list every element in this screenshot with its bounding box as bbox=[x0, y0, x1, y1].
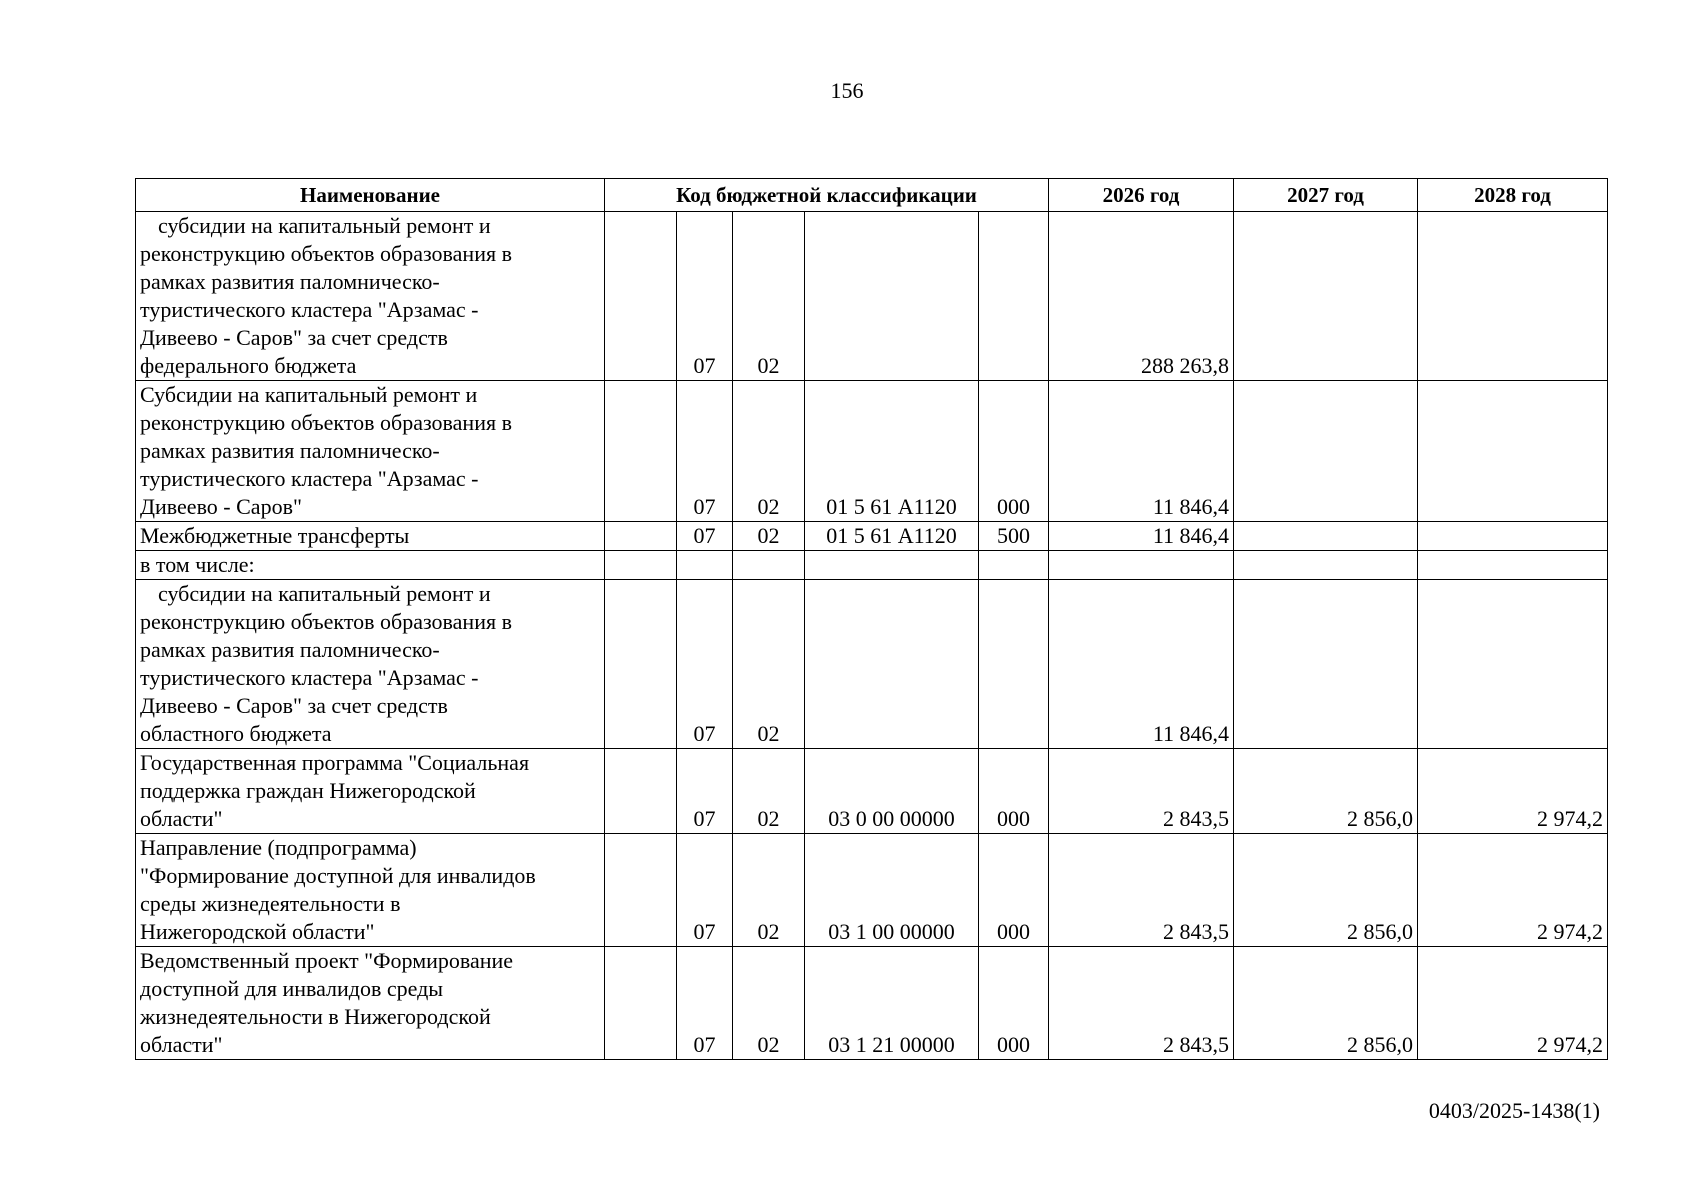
row-section: 07 bbox=[677, 522, 733, 551]
row-amount-2028 bbox=[1418, 212, 1608, 381]
row-target-article: 01 5 61 А1120 bbox=[805, 522, 979, 551]
header-name: Наименование bbox=[136, 179, 605, 212]
row-subsection: 02 bbox=[733, 947, 805, 1060]
document-code: 0403/2025-1438(1) bbox=[1428, 1098, 1600, 1123]
row-name-text: Ведомственный проект "Формирование доступной для инвалидов среды жизнедеятельности в Нижегородской области" bbox=[140, 948, 514, 1057]
table-header-row bbox=[136, 179, 1608, 212]
row-expense-type: 000 bbox=[979, 381, 1049, 522]
row-subsection: 02 bbox=[733, 834, 805, 947]
row-target-article: 03 1 21 00000 bbox=[805, 947, 979, 1060]
row-amount-2027 bbox=[1234, 522, 1418, 551]
table-row bbox=[136, 947, 1608, 1060]
row-amount-2026: 2 843,5 bbox=[1049, 834, 1234, 947]
table-row bbox=[136, 749, 1608, 834]
table-row bbox=[136, 212, 1608, 381]
row-target-article: 03 0 00 00000 bbox=[805, 749, 979, 834]
row-target-article bbox=[805, 212, 979, 381]
row-amount-2028: 2 974,2 bbox=[1418, 834, 1608, 947]
row-amount-2028 bbox=[1418, 522, 1608, 551]
table-body bbox=[136, 212, 1608, 1060]
row-name-text: в том числе: bbox=[140, 552, 255, 577]
row-code-empty bbox=[605, 834, 677, 947]
row-expense-type bbox=[979, 551, 1049, 580]
row-name bbox=[136, 551, 605, 580]
row-code-empty bbox=[605, 551, 677, 580]
row-amount-2027 bbox=[1234, 381, 1418, 522]
row-amount-2027: 2 856,0 bbox=[1234, 749, 1418, 834]
row-section bbox=[677, 551, 733, 580]
row-amount-2028 bbox=[1418, 580, 1608, 749]
row-section: 07 bbox=[677, 212, 733, 381]
row-name bbox=[136, 580, 605, 749]
row-code-empty bbox=[605, 381, 677, 522]
row-name bbox=[136, 212, 605, 381]
budget-table bbox=[135, 178, 1608, 1060]
row-name-text: Государственная программа "Социальная поддержка граждан Нижегородской области" bbox=[140, 750, 530, 831]
row-amount-2028 bbox=[1418, 381, 1608, 522]
table-row bbox=[136, 522, 1608, 551]
row-section: 07 bbox=[677, 834, 733, 947]
row-name-text: субсидии на капитальный ремонт и реконструкцию объектов образования в рамках развития паломническо- туристического кластера "Арзамас - Дивеево - Саров" за счет средств областного бюджета bbox=[140, 581, 512, 746]
row-expense-type: 000 bbox=[979, 749, 1049, 834]
row-expense-type: 500 bbox=[979, 522, 1049, 551]
row-name-text: субсидии на капитальный ремонт и реконструкцию объектов образования в рамках развития паломническо- туристического кластера "Арзамас - Дивеево - Саров" за счет средств федерального бюджета bbox=[140, 213, 512, 378]
row-name-text: Направление (подпрограмма) "Формирование доступной для инвалидов среды жизнедеятельности в Нижегородской области" bbox=[140, 835, 536, 944]
row-name bbox=[136, 381, 605, 522]
row-section: 07 bbox=[677, 749, 733, 834]
row-expense-type bbox=[979, 580, 1049, 749]
row-subsection bbox=[733, 551, 805, 580]
row-amount-2026 bbox=[1049, 551, 1234, 580]
row-amount-2028: 2 974,2 bbox=[1418, 947, 1608, 1060]
page-number: 156 bbox=[830, 78, 864, 103]
row-name bbox=[136, 947, 605, 1060]
row-subsection: 02 bbox=[733, 580, 805, 749]
header-2028: 2028 год bbox=[1418, 179, 1608, 212]
row-target-article: 03 1 00 00000 bbox=[805, 834, 979, 947]
row-section: 07 bbox=[677, 381, 733, 522]
header-code: Код бюджетной классификации bbox=[605, 179, 1049, 212]
row-amount-2026: 288 263,8 bbox=[1049, 212, 1234, 381]
row-expense-type: 000 bbox=[979, 947, 1049, 1060]
row-amount-2027 bbox=[1234, 212, 1418, 381]
row-amount-2028 bbox=[1418, 551, 1608, 580]
row-amount-2026: 2 843,5 bbox=[1049, 947, 1234, 1060]
row-target-article bbox=[805, 551, 979, 580]
row-name bbox=[136, 522, 605, 551]
row-subsection: 02 bbox=[733, 749, 805, 834]
row-section: 07 bbox=[677, 580, 733, 749]
row-name bbox=[136, 834, 605, 947]
row-name bbox=[136, 749, 605, 834]
row-code-empty bbox=[605, 749, 677, 834]
row-code-empty bbox=[605, 580, 677, 749]
row-expense-type: 000 bbox=[979, 834, 1049, 947]
table-row bbox=[136, 580, 1608, 749]
row-amount-2027: 2 856,0 bbox=[1234, 834, 1418, 947]
row-amount-2026: 11 846,4 bbox=[1049, 381, 1234, 522]
row-amount-2027 bbox=[1234, 551, 1418, 580]
row-amount-2026: 11 846,4 bbox=[1049, 580, 1234, 749]
row-expense-type bbox=[979, 212, 1049, 381]
row-subsection: 02 bbox=[733, 212, 805, 381]
row-amount-2026: 11 846,4 bbox=[1049, 522, 1234, 551]
table-row bbox=[136, 381, 1608, 522]
row-code-empty bbox=[605, 522, 677, 551]
row-section: 07 bbox=[677, 947, 733, 1060]
row-amount-2028: 2 974,2 bbox=[1418, 749, 1608, 834]
row-amount-2026: 2 843,5 bbox=[1049, 749, 1234, 834]
row-subsection: 02 bbox=[733, 381, 805, 522]
table-row bbox=[136, 551, 1608, 580]
row-target-article bbox=[805, 580, 979, 749]
row-amount-2027: 2 856,0 bbox=[1234, 947, 1418, 1060]
header-2026: 2026 год bbox=[1049, 179, 1234, 212]
row-name-text: Субсидии на капитальный ремонт и реконструкцию объектов образования в рамках развития паломническо- туристического кластера "Арзамас - Дивеево - Саров" bbox=[140, 382, 512, 519]
row-code-empty bbox=[605, 947, 677, 1060]
table-row bbox=[136, 834, 1608, 947]
header-2027: 2027 год bbox=[1234, 179, 1418, 212]
row-code-empty bbox=[605, 212, 677, 381]
row-name-text: Межбюджетные трансферты bbox=[140, 523, 410, 548]
row-subsection: 02 bbox=[733, 522, 805, 551]
row-target-article: 01 5 61 А1120 bbox=[805, 381, 979, 522]
row-amount-2027 bbox=[1234, 580, 1418, 749]
